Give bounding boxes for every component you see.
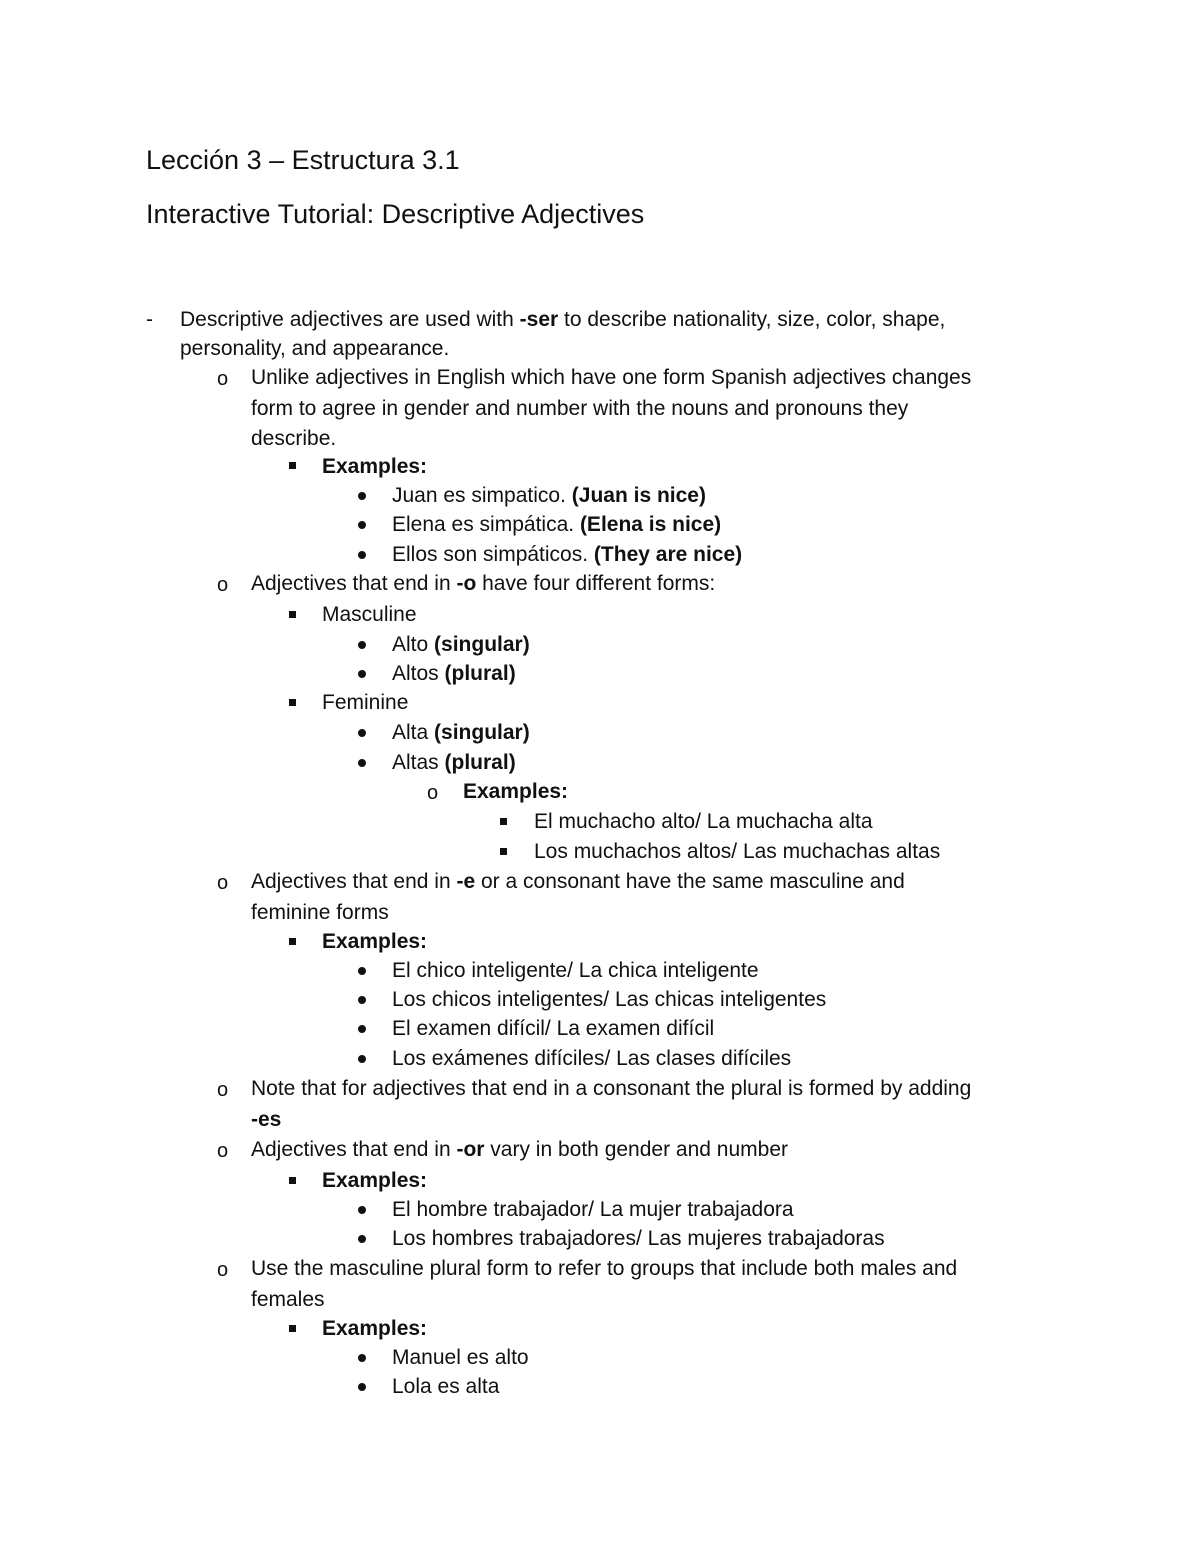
- dot-bullet: [358, 521, 366, 529]
- list-item: El muchacho alto/ La muchacha alta: [534, 810, 873, 833]
- dot-bullet: [358, 1025, 366, 1033]
- list-item: Feminine: [322, 691, 409, 714]
- list-item: El examen difícil/ La examen difícil: [392, 1017, 715, 1040]
- list-item: Examples:: [322, 930, 428, 953]
- list-item-continuation: describe.: [251, 427, 337, 450]
- dot-bullet: [358, 1383, 366, 1391]
- list-item-continuation: feminine forms: [251, 901, 389, 924]
- circle-bullet: o: [217, 574, 229, 596]
- list-item: Adjectives that end in -e or a consonant have the same masculine and: [251, 870, 905, 893]
- dot-bullet: [358, 1206, 366, 1214]
- list-item: Descriptive adjectives are used with -ser to describe nationality, size, color, shape,: [180, 308, 946, 331]
- page-title: Lección 3 – Estructura 3.1: [146, 145, 460, 175]
- square-bullet: [289, 938, 296, 945]
- list-item: Los exámenes difíciles/ Las clases difíciles: [392, 1047, 792, 1070]
- list-item: Altas (plural): [392, 751, 516, 774]
- list-item-continuation: form to agree in gender and number with the nouns and pronouns they: [251, 397, 909, 420]
- dot-bullet: [358, 551, 366, 559]
- square-bullet: [289, 611, 296, 618]
- list-item: Alto (singular): [392, 633, 530, 656]
- list-item-continuation: females: [251, 1288, 325, 1311]
- list-item: Examples:: [322, 1169, 428, 1192]
- list-item-continuation: personality, and appearance.: [180, 337, 450, 360]
- list-item: Examples:: [463, 780, 569, 803]
- circle-bullet: o: [217, 1259, 229, 1281]
- list-item: El hombre trabajador/ La mujer trabajadora: [392, 1198, 794, 1221]
- dot-bullet: [358, 1235, 366, 1243]
- square-bullet: [289, 699, 296, 706]
- list-item: Elena es simpática. (Elena is nice): [392, 513, 722, 536]
- dot-bullet: [358, 729, 366, 737]
- square-bullet: [500, 848, 507, 855]
- list-item: Use the masculine plural form to refer to groups that include both males and: [251, 1257, 958, 1280]
- list-item: Los muchachos altos/ Las muchachas altas: [534, 840, 941, 863]
- list-item: Examples:: [322, 1317, 428, 1340]
- dot-bullet: [358, 670, 366, 678]
- circle-bullet: o: [427, 782, 439, 804]
- square-bullet: [289, 1325, 296, 1332]
- circle-bullet: o: [217, 872, 229, 894]
- square-bullet: [500, 818, 507, 825]
- page-subtitle: Interactive Tutorial: Descriptive Adjectives: [146, 199, 645, 229]
- list-item: Note that for adjectives that end in a consonant the plural is formed by adding: [251, 1077, 972, 1100]
- circle-bullet: o: [217, 368, 229, 390]
- list-item: Alta (singular): [392, 721, 530, 744]
- list-item: Manuel es alto: [392, 1346, 529, 1369]
- list-item: Ellos son simpáticos. (They are nice): [392, 543, 743, 566]
- dot-bullet: [358, 996, 366, 1004]
- dot-bullet: [358, 759, 366, 767]
- list-item: El chico inteligente/ La chica inteligente: [392, 959, 759, 982]
- dash-bullet: -: [146, 308, 153, 331]
- list-item: Los hombres trabajadores/ Las mujeres trabajadoras: [392, 1227, 885, 1250]
- list-item: Adjectives that end in -o have four different forms:: [251, 572, 716, 595]
- list-item-continuation: -es: [251, 1108, 282, 1131]
- list-item: Unlike adjectives in English which have one form Spanish adjectives changes: [251, 366, 972, 389]
- dot-bullet: [358, 967, 366, 975]
- dot-bullet: [358, 1354, 366, 1362]
- dot-bullet: [358, 641, 366, 649]
- circle-bullet: o: [217, 1140, 229, 1162]
- dot-bullet: [358, 492, 366, 500]
- list-item: Los chicos inteligentes/ Las chicas inteligentes: [392, 988, 827, 1011]
- list-item: Lola es alta: [392, 1375, 500, 1398]
- list-item: Examples:: [322, 455, 428, 478]
- list-item: Juan es simpatico. (Juan is nice): [392, 484, 706, 507]
- dot-bullet: [358, 1055, 366, 1063]
- list-item: Altos (plural): [392, 662, 516, 685]
- circle-bullet: o: [217, 1079, 229, 1101]
- list-item: Adjectives that end in -or vary in both gender and number: [251, 1138, 788, 1161]
- square-bullet: [289, 462, 296, 469]
- square-bullet: [289, 1177, 296, 1184]
- list-item: Masculine: [322, 603, 417, 626]
